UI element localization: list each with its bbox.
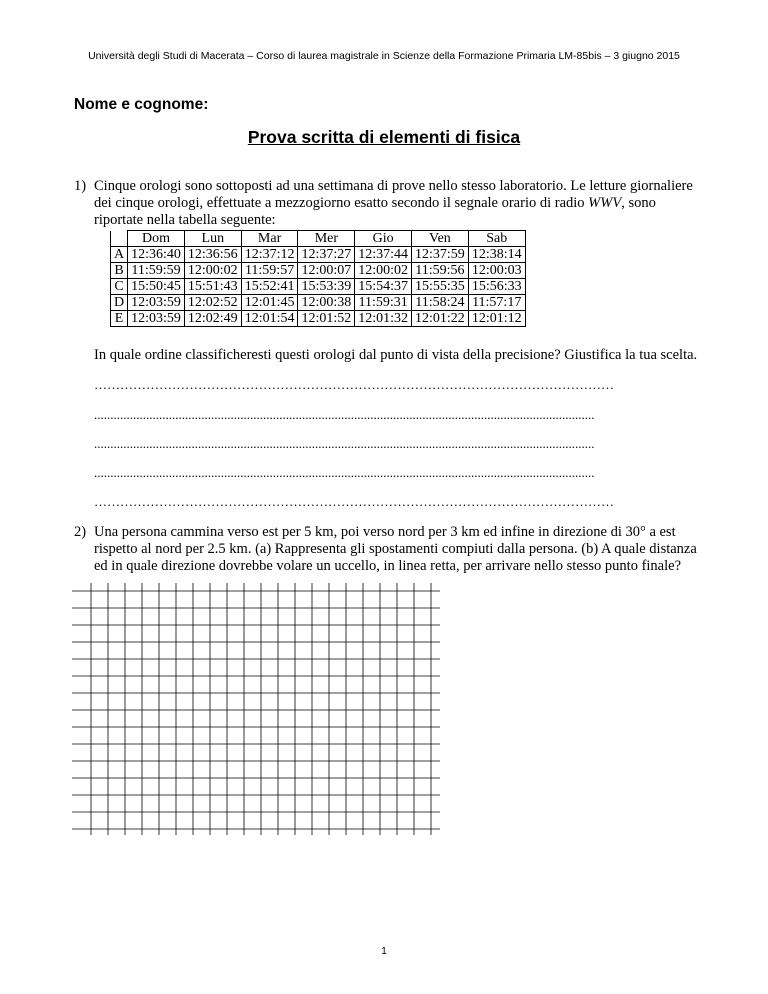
question-1-prompt: In quale ordine classificheresti questi orologi dal punto di vista della precisione? Giustifica la tua scelta. xyxy=(94,347,698,363)
table-row xyxy=(111,279,526,295)
table-cell: D xyxy=(111,295,128,311)
name-label: Nome e cognome: xyxy=(74,96,209,113)
answer-line[interactable]: ………………………………………………………………………………………………………… xyxy=(94,377,614,392)
clocks-table xyxy=(110,230,526,327)
question-1-text-a: Cinque orologi sono sottoposti ad una settimana di prove nello stesso laboratorio. Le letture giornaliere dei cinque orologi, effettuate a mezzogiorno esatto secondo il segnale orario di radio xyxy=(94,178,693,211)
table-cell: 12:00:02 xyxy=(355,263,412,279)
table-cell: 12:37:44 xyxy=(355,247,412,263)
table-header-cell: Sab xyxy=(468,231,525,247)
table-cell: 12:00:02 xyxy=(184,263,241,279)
question-1-text-b: , sono riportate nella tabella seguente: xyxy=(94,195,656,228)
table-cell: 15:53:39 xyxy=(298,279,355,295)
table-cell: 11:59:57 xyxy=(241,263,298,279)
table-cell: C xyxy=(111,279,128,295)
graph-paper-grid[interactable] xyxy=(72,583,444,839)
table-cell: 15:54:37 xyxy=(355,279,412,295)
table-cell: 12:01:52 xyxy=(298,311,355,327)
table-cell: 15:50:45 xyxy=(128,279,185,295)
table-cell: 12:01:32 xyxy=(355,311,412,327)
page-header: Università degli Studi di Macerata – Corso di laurea magistrale in Scienze della Formazione Primaria LM-85bis – 3 giugno 2015 xyxy=(88,50,680,62)
table-header-cell: Gio xyxy=(355,231,412,247)
answer-line[interactable]: .......................................................................................................................................................... xyxy=(94,407,595,422)
question-2-text: Una persona cammina verso est per 5 km, poi verso nord per 3 km ed infine in direzione di 30° a est rispetto al nord per 2.5 km. (a) Rappresenta gli spostamenti compiuti dalla persona. (b) A quale distanza ed in quale direzione dovrebbe volare un uccello, in linea retta, per arrivare nello stesso punto finale? xyxy=(94,524,697,574)
table-cell: 12:00:38 xyxy=(298,295,355,311)
table-cell: 15:56:33 xyxy=(468,279,525,295)
table-cell: 11:58:24 xyxy=(412,295,469,311)
table-row xyxy=(111,295,526,311)
table-cell: E xyxy=(111,311,128,327)
question-2-number: 2) xyxy=(74,524,87,540)
table-cell: 12:37:59 xyxy=(412,247,469,263)
table-cell: 12:00:03 xyxy=(468,263,525,279)
answer-line[interactable]: .......................................................................................................................................................... xyxy=(94,465,595,480)
table-cell: 11:59:31 xyxy=(355,295,412,311)
table-cell: 12:00:07 xyxy=(298,263,355,279)
table-header-cell: Ven xyxy=(412,231,469,247)
table-cell: 11:57:17 xyxy=(468,295,525,311)
table-header-cell: Lun xyxy=(184,231,241,247)
table-cell: 12:03:59 xyxy=(128,295,185,311)
table-header-cell xyxy=(111,231,128,247)
answer-line[interactable]: .......................................................................................................................................................... xyxy=(94,436,595,451)
table-cell: 12:36:40 xyxy=(128,247,185,263)
table-cell: 12:03:59 xyxy=(128,311,185,327)
table-row xyxy=(111,263,526,279)
question-1-text xyxy=(94,178,700,229)
table-row xyxy=(111,247,526,263)
table-cell: 12:37:27 xyxy=(298,247,355,263)
table-cell: 15:51:43 xyxy=(184,279,241,295)
page-title: Prova scritta di elementi di fisica xyxy=(247,127,521,147)
table-cell: 12:02:52 xyxy=(184,295,241,311)
table-cell: B xyxy=(111,263,128,279)
question-1-text-em: WWV xyxy=(588,195,622,211)
table-cell: 12:01:54 xyxy=(241,311,298,327)
clocks-table-wrapper xyxy=(110,230,526,327)
table-cell: A xyxy=(111,247,128,263)
table-cell: 12:37:12 xyxy=(241,247,298,263)
table-cell: 12:36:56 xyxy=(184,247,241,263)
table-cell: 12:38:14 xyxy=(468,247,525,263)
table-header-cell: Mer xyxy=(298,231,355,247)
page-number: 1 xyxy=(381,946,387,957)
table-header-cell: Mar xyxy=(241,231,298,247)
table-cell: 12:02:49 xyxy=(184,311,241,327)
question-1-number: 1) xyxy=(74,178,87,194)
table-cell: 15:55:35 xyxy=(412,279,469,295)
answer-line[interactable]: ………………………………………………………………………………………………………… xyxy=(94,494,614,509)
table-header-row xyxy=(111,231,526,247)
table-cell: 12:01:45 xyxy=(241,295,298,311)
table-row xyxy=(111,311,526,327)
table-cell: 11:59:56 xyxy=(412,263,469,279)
table-cell: 15:52:41 xyxy=(241,279,298,295)
table-cell: 11:59:59 xyxy=(128,263,185,279)
table-header-cell: Dom xyxy=(128,231,185,247)
table-cell: 12:01:12 xyxy=(468,311,525,327)
table-cell: 12:01:22 xyxy=(412,311,469,327)
